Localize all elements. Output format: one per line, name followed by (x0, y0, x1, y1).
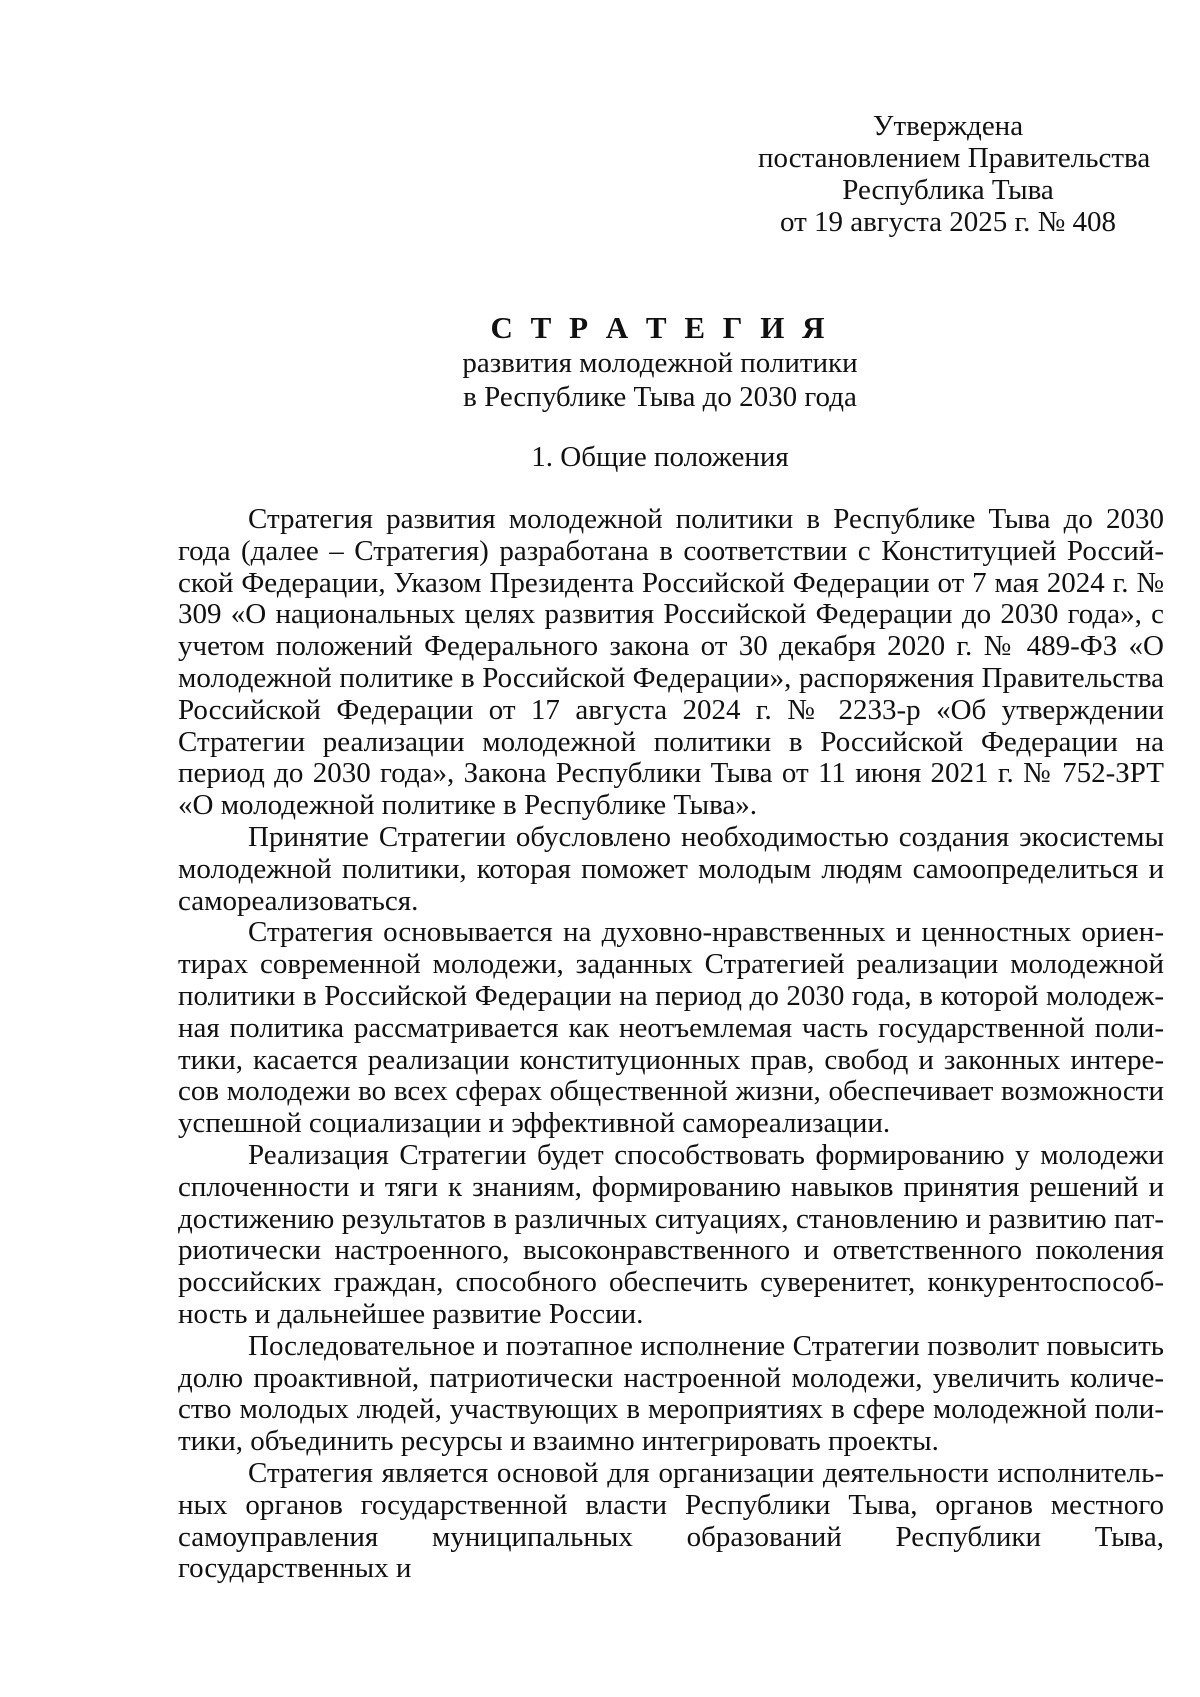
paragraph: Реализация Стратегии будет способствовать формированию у молодежи сплоченности и тяги к знаниям, формированию навыков принятия решений и достижению результатов в различных ситуациях, становлению и развитию патриотически настроенного, высоконравственного и ответственного поколения российских граждан, способного обеспечить суверенитет, конкурентоспособность и дальнейшее развитие России. (178, 1138, 1164, 1330)
document-subtitle: в Республике Тыва до 2030 года (463, 381, 857, 413)
paragraph: Последовательное и поэтапное исполнение Стратегии позволит повысить долю проактивной, патриотически настроенной молодежи, увеличить количество молодых людей, участвующих в мероприятиях в сфере молодежной политики, объединить ресурсы и взаимно интегрировать проекты. (178, 1329, 1164, 1458)
paragraph: Стратегия развития молодежной политики в Республике Тыва до 2030 года (далее – Стратегия) разработана в соответствии с Конституцией Российской Федерации, Указом Президента Российской Федерации от 7 мая 2024 г. № 309 «О национальных целях развития Российской Федерации до 2030 года», с учетом положений Федерального закона от 30 декабря 2020 г. № 489-ФЗ «О молодежной политике в Российской Федерации», распоряжения Правительства Российской Федерации от 17 августа 2024 г. № 2233-р «Об утверждении Стратегии реализации молодежной политики в Российской Федерации на период до 2030 года», Закона Республики Тыва от 11 июня 2021 г. № 752-ЗРТ «О молодежной политике в Республике Тыва». (178, 503, 1164, 822)
paragraph: Стратегия основывается на духовно-нравственных и ценностных ориентирах современной молодежи, заданных Стратегией реализации молодежной политики в Российской Федерации на период до 2030 года, в которой молодежная политика рассматривается как неотъемлемая часть государственной политики, касается реализации конституционных прав, свобод и законных интересов молодежи во всех сферах общественной жизни, обеспечивает возможности успешной социализации и эффективной самореализации. (178, 916, 1164, 1140)
paragraph: Принятие Стратегии обусловлено необходимостью создания экосистемы молодежной политики, которая поможет молодым людям самоопределиться и самореализоваться. (178, 820, 1164, 917)
title-block (300, 310, 1020, 414)
body-text (178, 504, 1164, 1585)
approval-block (758, 110, 1151, 238)
approval-line: Утверждена (872, 110, 1024, 142)
section-heading: 1. Общие положения (531, 441, 789, 473)
paragraph: Стратегия является основой для организации деятельности исполнительных органов государственной власти Республики Тыва, органов местного самоуправления муниципальных образований Республики Тыва, государственных и (178, 1456, 1164, 1585)
approval-line: Республика Тыва (842, 174, 1054, 206)
approval-line: постановлением Правительства (758, 142, 1151, 174)
document-subtitle: развития молодежной политики (462, 347, 858, 379)
approval-date-line: от 19 августа 2025 г. № 408 (779, 206, 1117, 238)
document-title: С Т Р А Т Е Г И Я (490, 310, 830, 345)
